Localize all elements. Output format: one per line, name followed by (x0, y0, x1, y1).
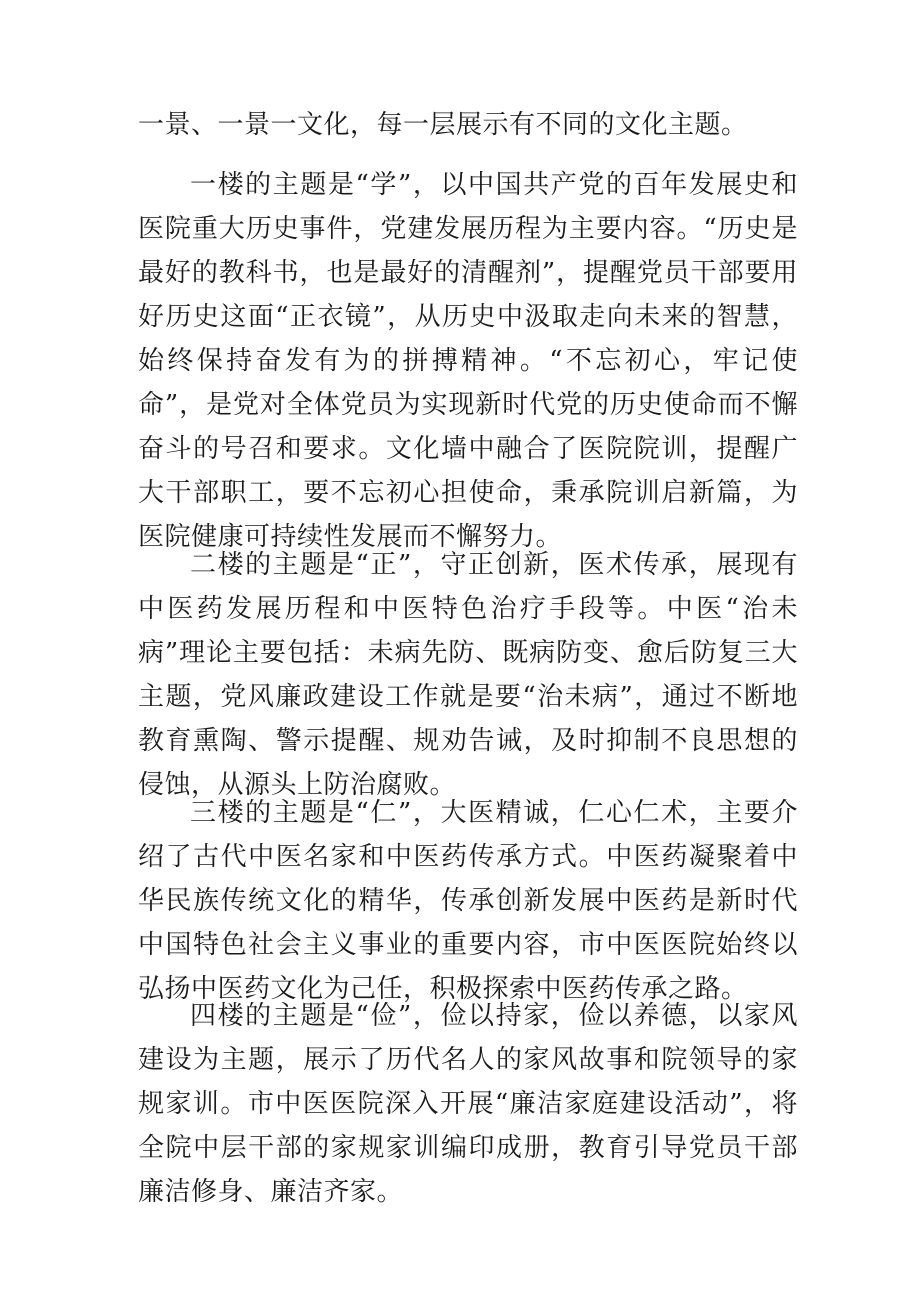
paragraph-text: 三楼的主题是“仁”，大医精诚，仁心仁术，主要介绍了古代中医名家和中医药传承方式。中医药凝聚着中华民族传统文化的精华，传承创新发展中医药是新时代中国特色社会主义事业的重要内容，市中医医院始终以弘扬中医药文化为己任，积极探索中医药传承之路。 (138, 798, 798, 1004)
paragraph-text: 一楼的主题是“学”，以中国共产党的百年发展史和医院重大历史事件，党建发展历程为主要内容。“历史是最好的教科书，也是最好的清醒剂”，提醒党员干部要用好历史这面“正衣镜”，从历史中汲取走向未来的智慧，始终保持奋发有为的拼搏精神。“不忘初心，牢记使命”，是党对全体党员为实现新时代党的历史使命而不懈奋斗的号召和要求。文化墙中融合了医院院训，提醒广大干部职工，要不忘初心担使命，秉承院训启新篇，为医院健康可持续性发展而不懈努力。 (138, 170, 798, 552)
paragraph-text: 二楼的主题是“正”，守正创新，医术传承，展现有中医药发展历程和中医特色治疗手段等。中医“治未病”理论主要包括：未病先防、既病防变、愈后防复三大主题，党风廉政建设工作就是要“治未病”，通过不断地教育熏陶、警示提醒、规劝告诫，及时抑制不良思想的侵蚀，从源头上防治腐败。 (138, 550, 798, 800)
paragraph-fourth-floor (138, 994, 798, 1214)
paragraph-second-floor (138, 543, 798, 807)
paragraph-text: 四楼的主题是“俭”，俭以持家，俭以养德，以家风建设为主题，展示了历代名人的家风故事和院领导的家规家训。市中医医院深入开展“廉洁家庭建设活动”，将全院中层干部的家规家训编印成册，教育引导党员干部廉洁修身、廉洁齐家。 (138, 1001, 798, 1207)
paragraph-text: 一景、一景一文化，每一层展示有不同的文化主题。 (138, 110, 748, 140)
paragraph-first-floor (138, 163, 798, 559)
paragraph-intro-continuation (138, 103, 798, 147)
paragraph-third-floor (138, 791, 798, 1011)
